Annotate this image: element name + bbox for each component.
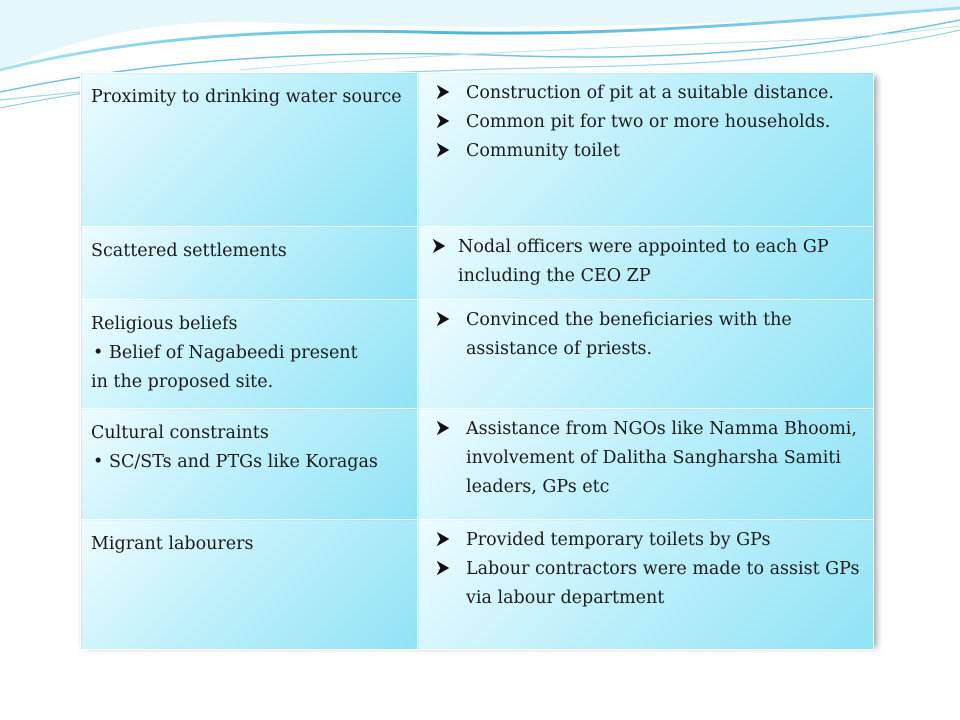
arrowhead-bullet-icon: [430, 237, 448, 255]
issue-bullet-continuation: in the proposed site.: [91, 372, 274, 392]
list-item: [428, 233, 863, 291]
issue-cell: [81, 300, 418, 409]
action-text: Labour contractors were made to assist GPs via labour department: [466, 559, 860, 608]
table-row: [81, 409, 874, 520]
list-item: [428, 79, 863, 108]
content-table: [80, 72, 874, 644]
issue-text: Proximity to drinking water source: [91, 87, 402, 107]
issue-cell: [81, 520, 418, 650]
table-row: [81, 227, 874, 300]
list-item: [428, 415, 863, 502]
list-item: [428, 108, 863, 137]
table-row: [81, 520, 874, 650]
action-text: Construction of pit at a suitable distance.: [466, 83, 834, 103]
issue-cell: [81, 409, 418, 520]
issue-text: Cultural constraints: [91, 423, 269, 443]
action-cell: [418, 520, 874, 650]
action-text: Provided temporary toilets by GPs: [466, 530, 771, 550]
action-cell: [418, 300, 874, 409]
action-text: Convinced the beneficiaries with the assistance of priests.: [466, 310, 792, 359]
list-item: [428, 555, 863, 613]
issue-text: Migrant labourers: [91, 534, 254, 554]
issue-text: Scattered settlements: [91, 241, 287, 261]
issues-table: [80, 72, 874, 650]
action-text: Community toilet: [466, 141, 620, 161]
issue-text: Religious beliefs: [91, 314, 238, 334]
issue-bullet: • SC/STs and PTGs like Koragas: [91, 448, 407, 477]
arrowhead-bullet-icon: [434, 419, 452, 437]
list-item: [428, 306, 863, 364]
list-item: [428, 137, 863, 166]
issue-bullet: • Belief of Nagabeedi present: [91, 339, 407, 368]
issue-cell: [81, 73, 418, 227]
arrowhead-bullet-icon: [434, 112, 452, 130]
issue-cell: [81, 227, 418, 300]
arrowhead-bullet-icon: [434, 530, 452, 548]
table-row: [81, 300, 874, 409]
arrowhead-bullet-icon: [434, 141, 452, 159]
action-text: Common pit for two or more households.: [466, 112, 831, 132]
arrowhead-bullet-icon: [434, 83, 452, 101]
action-text: Nodal officers were appointed to each GP including the CEO ZP: [458, 237, 829, 286]
action-cell: [418, 73, 874, 227]
action-text: Assistance from NGOs like Namma Bhoomi, involvement of Dalitha Sangharsha Samiti leaders, GPs etc: [466, 419, 857, 497]
list-item: [428, 526, 863, 555]
action-cell: [418, 409, 874, 520]
action-cell: [418, 227, 874, 300]
arrowhead-bullet-icon: [434, 559, 452, 577]
arrowhead-bullet-icon: [434, 310, 452, 328]
table-row: [81, 73, 874, 227]
